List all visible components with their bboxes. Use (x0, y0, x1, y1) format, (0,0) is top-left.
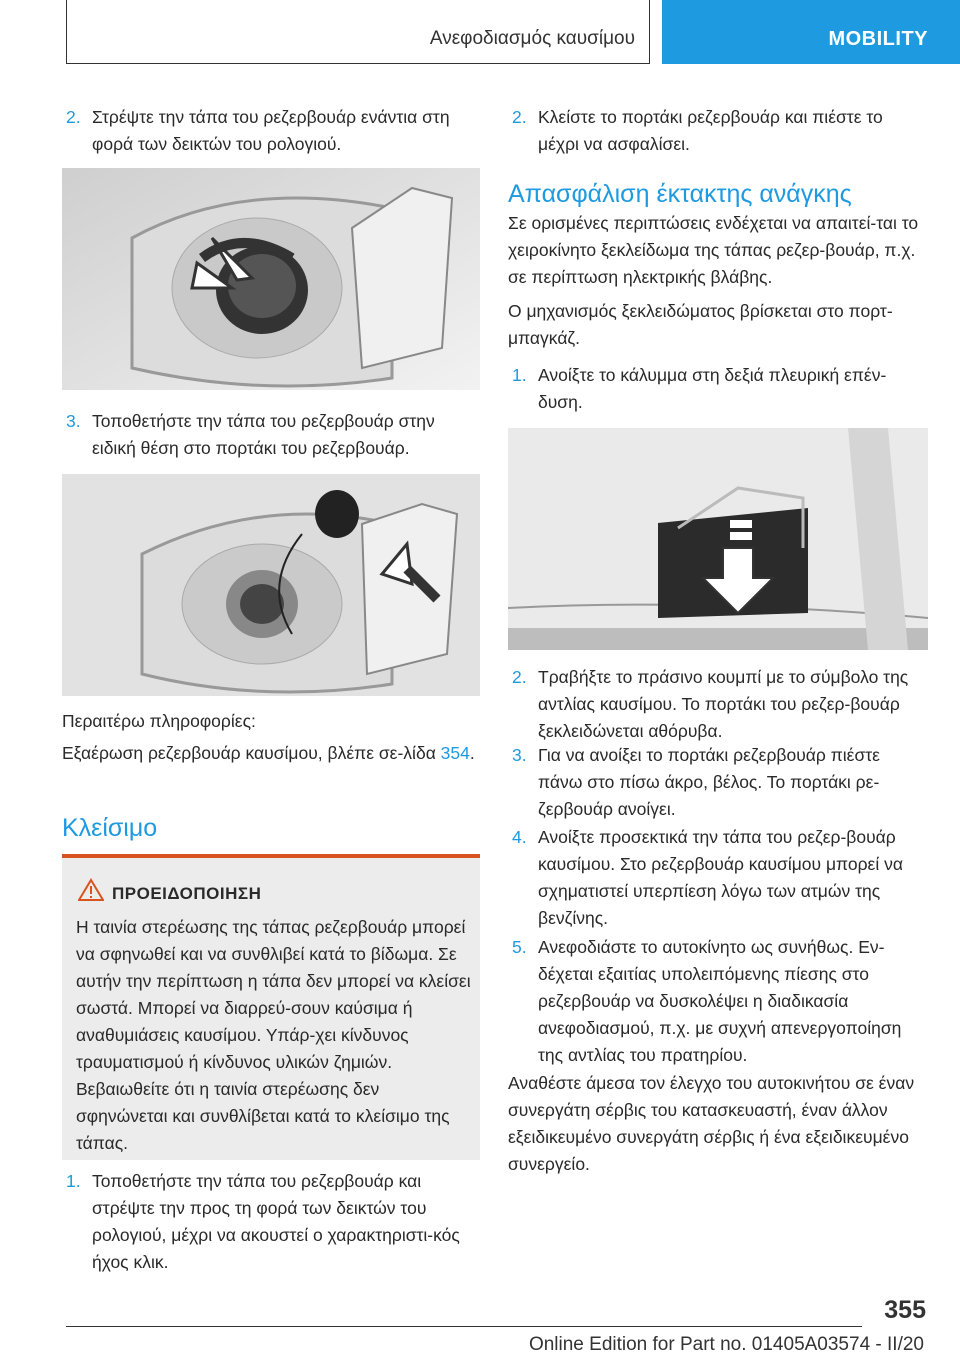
reference-end: . (469, 743, 475, 763)
warning-box (62, 854, 480, 1160)
step-text: Τραβήξτε το πράσινο κουμπί με το σύμβολο της αντλίας καυσίμου. Το πορτάκι του ρεζερ-βουάρ ξεκλειδώνεται αθόρυβα. (538, 667, 909, 741)
list-item (62, 104, 480, 158)
trunk-release-image (508, 428, 928, 650)
step-text: Ανεφοδιάστε το αυτοκίνητο ως συνήθως. Εν-δέχεται εξαιτίας υπολειπόμενης πίεσης στο ρεζερβουάρ να δυσκολέψει η διαδικασία ανεφοδιασμού, π.χ. με συχνή απενεργοποίηση της αντλίας του πρατηρίου. (538, 937, 902, 1065)
warning-body: Η ταινία στερέωσης της τάπας ρεζερβουάρ μπορεί να σφηνωθεί και να συνθλιβεί κατά το βίδωμα. Σε αυτήν την περίπτωση η τάπα δεν μπορεί να κλείσει σωστά. Μπορεί να διαρρεύ-σουν καύσιμα ή αναθυμιάσεις καυσίμου. Υπάρ-χει κίνδυνος τραυματισμού ή κίνδυνος υλικών ζημιών. Βεβαιωθείτε ότι η ταινία στερέωσης δεν σφηνώνεται και συνθλίβεται κατά το κλείσιμο της τάπας. (76, 917, 471, 1153)
fuel-cap-open-image (62, 168, 480, 390)
step-number: 2. (512, 667, 527, 687)
section-heading-closing: Κλείσιμο (62, 814, 158, 842)
list-item (62, 408, 480, 462)
list-item (508, 742, 928, 823)
closing-paragraph: Αναθέστε άμεσα τον έλεγχο του αυτοκινήτου σε έναν συνεργάτη σέρβις του κατασκευαστή, έναν άλλον εξειδικευμένο συνεργάτη σέρβις ή ένα εξειδικευμένο συνεργείο. (508, 1073, 915, 1174)
step-text: Στρέψτε την τάπα του ρεζερβουάρ ενάντια στη φορά των δεικτών του ρολογιού. (92, 107, 450, 154)
list-item (508, 104, 928, 158)
header-section-tab[interactable] (662, 0, 960, 64)
list-item (508, 664, 928, 745)
cap-holder-illustration (62, 474, 480, 696)
more-info-label: Περαιτέρω πληροφορίες: (62, 711, 256, 731)
page-number: 355 (884, 1296, 926, 1324)
step-text: Κλείστε το πορτάκι ρεζερβουάρ και πιέστε το μέχρι να ασφαλίσει. (538, 107, 883, 154)
step-number: 4. (512, 827, 527, 847)
step-number: 5. (512, 937, 527, 957)
warning-title: ΠΡΟΕΙΔΟΠΟΙΗΣΗ (112, 884, 262, 903)
warning-triangle-icon (78, 878, 104, 902)
location-paragraph: Ο μηχανισμός ξεκλειδώματος βρίσκεται στο πορτ-μπαγκάζ. (508, 301, 893, 348)
step-text: Τοποθετήστε την τάπα του ρεζερβουάρ στην ειδική θέση στο πορτάκι του ρεζερβουάρ. (92, 411, 435, 458)
list-item (508, 934, 928, 1069)
footer-edition-text: Online Edition for Part no. 01405A03574 - II/20 (528, 1334, 924, 1355)
trunk-release-illustration (508, 428, 928, 650)
list-item (508, 362, 928, 416)
list-item (508, 824, 928, 932)
list-item (62, 1168, 480, 1276)
header-tab-label: MOBILITY (828, 28, 928, 50)
step-number: 3. (512, 745, 527, 765)
reference-paragraph (62, 740, 480, 767)
step-number: 2. (66, 107, 81, 127)
fuel-cap-illustration (62, 168, 480, 390)
fuel-cap-holder-image (62, 474, 480, 696)
step-number: 1. (512, 365, 527, 385)
step-text: Τοποθετήστε την τάπα του ρεζερβουάρ και στρέψτε την προς τη φορά των δεικτών του ρολογιού, μέχρι να ακουστεί ο χαρακτηριστι-κός ήχος κλικ. (92, 1171, 460, 1272)
step-text: Για να ανοίξει το πορτάκι ρεζερβουάρ πιέστε πάνω στο πίσω άκρο, βέλος. Το πορτάκι ρε-ζερβουάρ ανοίγει. (538, 745, 880, 819)
step-text: Ανοίξτε το κάλυμμα στη δεξιά πλευρική επέν-δυση. (538, 365, 887, 412)
step-number: 3. (66, 411, 81, 431)
section-heading-emergency-release: Απασφάλιση έκτακτης ανάγκης (508, 180, 852, 208)
intro-paragraph: Σε ορισμένες περιπτώσεις ενδέχεται να απαιτεί-ται το χειροκίνητο ξεκλείδωμα της τάπας ρεζερ-βουάρ, π.χ. σε περίπτωση ηλεκτρικής βλάβης. (508, 213, 919, 287)
header-title: Ανεφοδιασμός καυσίμου (429, 28, 635, 49)
step-number: 2. (512, 107, 527, 127)
reference-text: Εξαέρωση ρεζερβουάρ καυσίμου, βλέπε σε-λίδα (62, 743, 441, 763)
page-reference-link[interactable]: 354 (440, 743, 470, 763)
footer-divider (66, 1326, 862, 1327)
step-text: Ανοίξτε προσεκτικά την τάπα του ρεζερ-βουάρ καυσίμου. Στο ρεζερβουάρ καυσίμου μπορεί να σχηματιστεί υπερπίεση λόγω των ατμών της βενζίνης. (538, 827, 903, 928)
step-number: 1. (66, 1171, 81, 1191)
header-title-box (66, 0, 650, 64)
